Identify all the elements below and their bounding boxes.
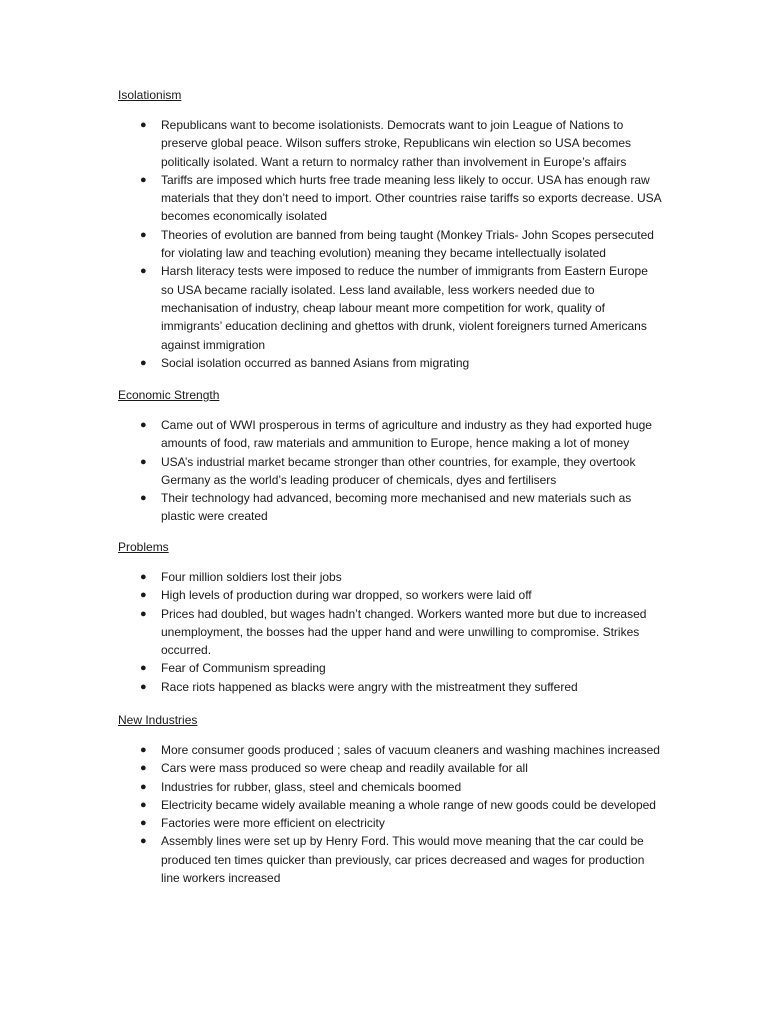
- section-isolationism: [118, 86, 663, 372]
- list-item: [118, 416, 663, 453]
- bullet-icon: ●: [140, 265, 147, 278]
- bullet-icon: ●: [140, 571, 147, 583]
- section-problems: [118, 538, 663, 696]
- bullet-icon: ●: [140, 744, 147, 756]
- list-item-text: Prices had doubled, but wages hadn’t changed. Workers wanted more but due to increased unemployment, the bosses had the upper hand and were unwilling to compromise. Strikes occurred.: [161, 606, 647, 658]
- list-item: [118, 226, 663, 263]
- list-item: [118, 605, 663, 660]
- bullet-icon: ●: [140, 680, 147, 693]
- bullet-icon: ●: [140, 228, 147, 241]
- bullet-icon: ●: [140, 607, 147, 620]
- bullet-icon: ●: [140, 798, 147, 811]
- list-item-text: Factories were more efficient on electricity: [161, 816, 385, 831]
- list-item-text: Their technology had advanced, becoming more mechanised and new materials such as plastic were created: [161, 491, 632, 524]
- list-item: [118, 759, 663, 777]
- bullet-list: [118, 116, 663, 372]
- bullet-icon: ●: [140, 589, 147, 602]
- list-item-text: More consumer goods produced ; sales of vacuum cleaners and washing machines increased: [161, 743, 660, 757]
- list-item: [118, 262, 663, 353]
- list-item: [118, 778, 663, 796]
- list-item-text: Cars were mass produced so were cheap and readily available for all: [161, 761, 528, 776]
- list-item: [118, 171, 663, 226]
- bullet-icon: ●: [140, 356, 147, 369]
- list-item: [118, 678, 663, 696]
- bullet-icon: ●: [140, 419, 147, 431]
- list-item-text: Fear of Communism spreading: [161, 661, 326, 676]
- bullet-icon: ●: [140, 762, 147, 775]
- bullet-icon: ●: [140, 119, 147, 131]
- list-item: [118, 796, 663, 814]
- bullet-icon: ●: [140, 835, 147, 848]
- bullet-list: [118, 568, 663, 696]
- list-item-text: Industries for rubber, glass, steel and chemicals boomed: [161, 779, 462, 794]
- bullet-icon: ●: [140, 455, 147, 468]
- bullet-list: [118, 416, 663, 526]
- list-item-text: Electricity became widely available meaning a whole range of new goods could be developed: [161, 797, 656, 812]
- list-item: [118, 568, 663, 586]
- bullet-icon: ●: [140, 817, 147, 830]
- bullet-list: [118, 741, 663, 887]
- list-item: [118, 741, 663, 759]
- list-item-text: Assembly lines were set up by Henry Ford. This would move meaning that the car could be produced ten times quicker than previously, car prices decreased and wages for production line workers increased: [161, 834, 645, 886]
- section-economic-strength: [118, 386, 663, 526]
- list-item-text: Race riots happened as blacks were angry with the mistreatment they suffered: [161, 679, 578, 694]
- list-item-text: Social isolation occurred as banned Asians from migrating: [161, 355, 470, 370]
- bullet-icon: ●: [140, 780, 147, 793]
- list-item: [118, 814, 663, 832]
- list-item-text: USA’s industrial market became stronger than other countries, for example, they overtook Germany as the world’s leading producer of chemicals, dyes and fertilisers: [161, 454, 636, 487]
- list-item: [118, 489, 663, 526]
- list-item-text: Came out of WWI prosperous in terms of agriculture and industry as they had exported huge amounts of food, raw materials and ammunition to Europe, hence making a lot of money: [161, 418, 652, 451]
- list-item-text: Tariffs are imposed which hurts free trade meaning less likely to occur. USA has enough raw materials that they don’t need to import. Other countries raise tariffs so exports decrease. USA becomes economically isolated: [161, 172, 662, 224]
- list-item: [118, 586, 663, 604]
- list-item: [118, 354, 663, 372]
- section-heading: Problems: [118, 540, 169, 554]
- section-heading: Economic Strength: [118, 388, 220, 402]
- bullet-icon: ●: [140, 173, 147, 186]
- section-new-industries: [118, 711, 663, 887]
- bullet-icon: ●: [140, 492, 147, 505]
- list-item: [118, 832, 663, 887]
- list-item: [118, 453, 663, 490]
- list-item: [118, 659, 663, 677]
- section-heading: New Industries: [118, 713, 198, 727]
- list-item-text: Harsh literacy tests were imposed to reduce the number of immigrants from Eastern Europe so USA became racially isolated. Less land available, less workers needed due to mechanisation of industry, cheap labour meant more competition for work, quality of immigrants’ education declining and ghettos with drunk, violent foreigners turned Americans against immigration: [161, 264, 648, 352]
- list-item-text: Four million soldiers lost their jobs: [161, 570, 342, 584]
- list-item-text: Republicans want to become isolationists. Democrats want to join League of Nations to preserve global peace. Wilson suffers stroke, Republicans win election so USA becomes politically isolated. Want a return to normalcy rather than involvement in Europe’s affairs: [161, 118, 632, 169]
- bullet-icon: ●: [140, 662, 147, 675]
- list-item-text: High levels of production during war dropped, so workers were laid off: [161, 588, 532, 603]
- list-item: [118, 116, 663, 171]
- section-heading: Isolationism: [118, 88, 182, 102]
- list-item-text: Theories of evolution are banned from being taught (Monkey Trials- John Scopes persecuted for violating law and teaching evolution) meaning they became intellectually isolated: [161, 227, 654, 261]
